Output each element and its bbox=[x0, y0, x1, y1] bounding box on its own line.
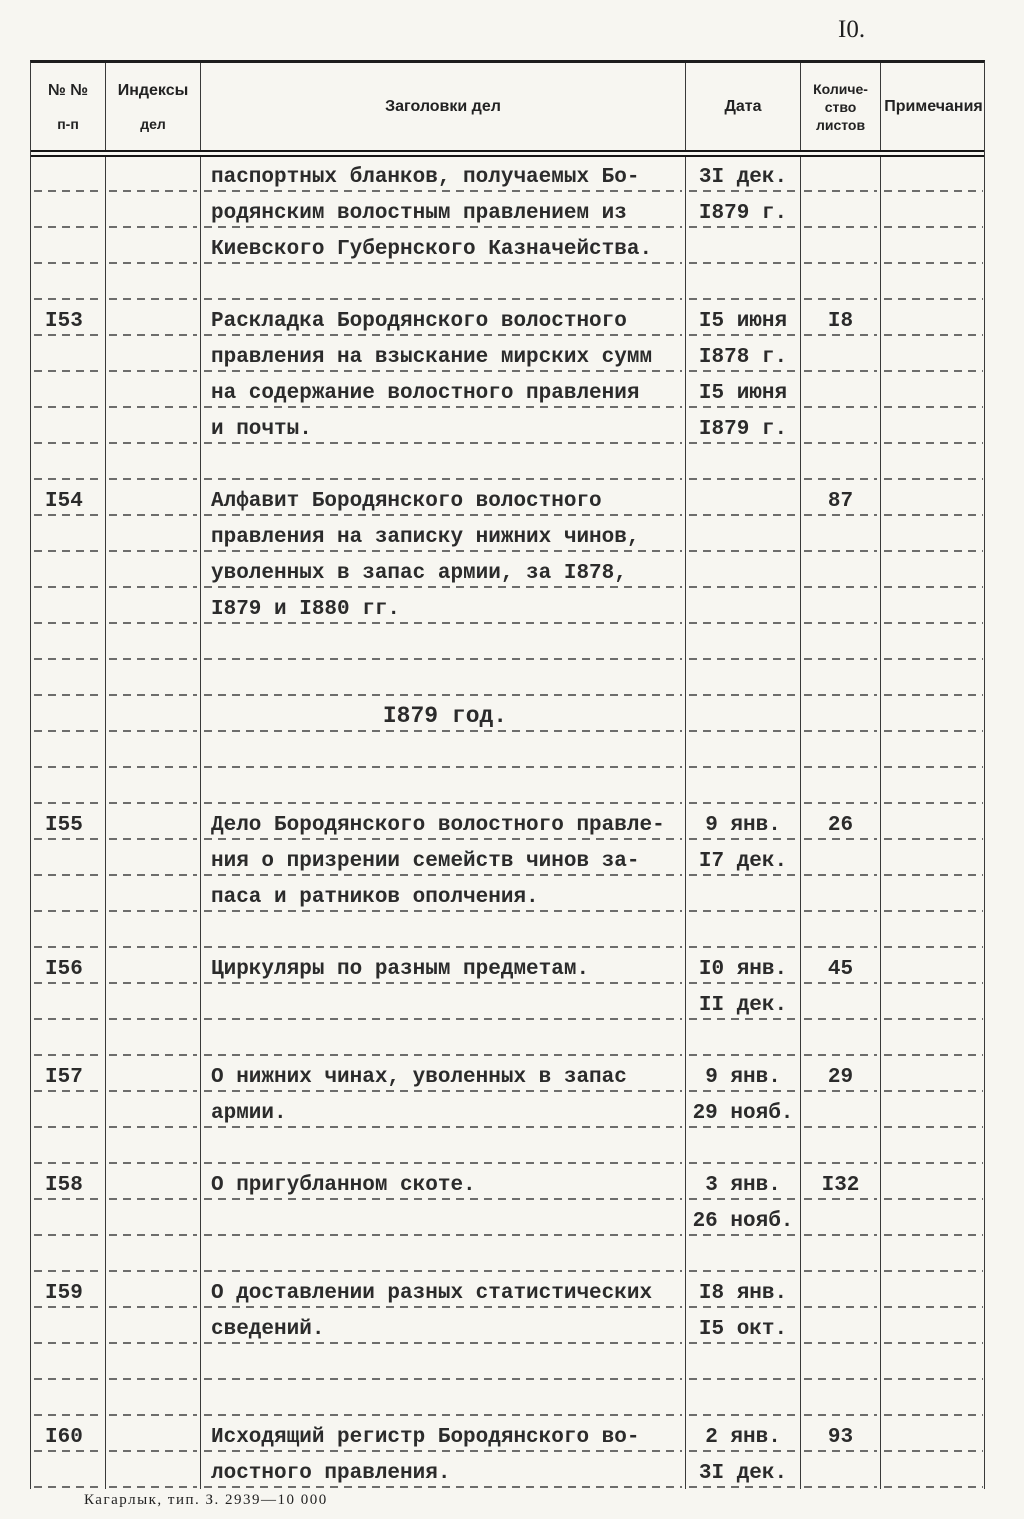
cell-note bbox=[881, 265, 986, 301]
cell-title bbox=[201, 769, 686, 805]
cell-note bbox=[881, 157, 986, 193]
cell-note bbox=[881, 769, 986, 805]
cell-title: Дело Бородянского волостного правле- bbox=[201, 805, 686, 841]
cell-sheets bbox=[801, 1453, 881, 1489]
cell-num bbox=[31, 1237, 106, 1273]
table-row bbox=[31, 157, 984, 193]
cell-title: Киевского Губернского Казначейства. bbox=[201, 229, 686, 265]
cell-note bbox=[881, 1021, 986, 1057]
cell-title: правления на записку нижних чинов, bbox=[201, 517, 686, 553]
cell-index bbox=[106, 1381, 201, 1417]
header-notes bbox=[881, 63, 986, 150]
cell-title: I879 год. bbox=[201, 697, 686, 733]
cell-num: I55 bbox=[31, 805, 106, 841]
cell-num bbox=[31, 553, 106, 589]
cell-sheets bbox=[801, 157, 881, 193]
header-index-line2: дел bbox=[140, 115, 166, 132]
cell-title: О пригубланном скоте. bbox=[201, 1165, 686, 1201]
cell-index bbox=[106, 697, 201, 733]
cell-index bbox=[106, 445, 201, 481]
cell-sheets bbox=[801, 229, 881, 265]
cell-sheets bbox=[801, 1309, 881, 1345]
header-sheets bbox=[801, 63, 881, 150]
table-header bbox=[31, 63, 984, 157]
cell-index bbox=[106, 1057, 201, 1093]
table-row bbox=[31, 913, 984, 949]
cell-title: Исходящий регистр Бородянского во- bbox=[201, 1417, 686, 1453]
cell-sheets bbox=[801, 1129, 881, 1165]
cell-num bbox=[31, 661, 106, 697]
cell-date bbox=[686, 553, 801, 589]
table-row bbox=[31, 1057, 984, 1093]
cell-sheets: 29 bbox=[801, 1057, 881, 1093]
cell-num bbox=[31, 229, 106, 265]
cell-date: I5 июня bbox=[686, 301, 801, 337]
cell-date bbox=[686, 589, 801, 625]
table-row bbox=[31, 301, 984, 337]
cell-date bbox=[686, 661, 801, 697]
cell-note bbox=[881, 1057, 986, 1093]
cell-note bbox=[881, 913, 986, 949]
table-row bbox=[31, 1093, 984, 1129]
table-row bbox=[31, 517, 984, 553]
cell-note bbox=[881, 625, 986, 661]
table-row bbox=[31, 1201, 984, 1237]
header-index bbox=[106, 63, 201, 150]
cell-index bbox=[106, 1165, 201, 1201]
table-row bbox=[31, 337, 984, 373]
cell-note bbox=[881, 697, 986, 733]
cell-title bbox=[201, 1201, 686, 1237]
cell-index bbox=[106, 553, 201, 589]
cell-date bbox=[686, 229, 801, 265]
cell-index bbox=[106, 229, 201, 265]
header-num-line1: № № bbox=[47, 81, 89, 99]
cell-num bbox=[31, 409, 106, 445]
cell-title bbox=[201, 985, 686, 1021]
cell-sheets bbox=[801, 337, 881, 373]
cell-note bbox=[881, 1345, 986, 1381]
cell-date: 29 нояб. bbox=[686, 1093, 801, 1129]
cell-sheets bbox=[801, 553, 881, 589]
cell-date bbox=[686, 877, 801, 913]
table-body bbox=[31, 157, 984, 1489]
cell-num bbox=[31, 733, 106, 769]
header-index-line1: Индексы bbox=[117, 81, 189, 99]
table-row bbox=[31, 1273, 984, 1309]
cell-date: II дек. bbox=[686, 985, 801, 1021]
cell-title: и почты. bbox=[201, 409, 686, 445]
cell-num bbox=[31, 1345, 106, 1381]
cell-num bbox=[31, 985, 106, 1021]
cell-sheets bbox=[801, 769, 881, 805]
header-sheets-line2: ство bbox=[824, 98, 857, 115]
table-row bbox=[31, 1237, 984, 1273]
cell-title bbox=[201, 1021, 686, 1057]
table-row bbox=[31, 841, 984, 877]
cell-date bbox=[686, 733, 801, 769]
cell-title: ния о призрении семейств чинов за- bbox=[201, 841, 686, 877]
cell-title: Циркуляры по разным предметам. bbox=[201, 949, 686, 985]
cell-index bbox=[106, 949, 201, 985]
table-row bbox=[31, 625, 984, 661]
cell-sheets bbox=[801, 1345, 881, 1381]
table-row bbox=[31, 733, 984, 769]
cell-num bbox=[31, 1021, 106, 1057]
cell-title: лостного правления. bbox=[201, 1453, 686, 1489]
cell-index bbox=[106, 481, 201, 517]
header-title-label: Заголовки дел bbox=[385, 97, 501, 115]
table-row bbox=[31, 1453, 984, 1489]
table-row bbox=[31, 589, 984, 625]
cell-num bbox=[31, 877, 106, 913]
table-row bbox=[31, 229, 984, 265]
cell-title bbox=[201, 445, 686, 481]
cell-sheets bbox=[801, 1237, 881, 1273]
cell-title bbox=[201, 625, 686, 661]
cell-num bbox=[31, 841, 106, 877]
cell-num bbox=[31, 337, 106, 373]
cell-index bbox=[106, 1201, 201, 1237]
cell-num bbox=[31, 1381, 106, 1417]
cell-index bbox=[106, 589, 201, 625]
cell-date: I5 июня bbox=[686, 373, 801, 409]
cell-date: I7 дек. bbox=[686, 841, 801, 877]
cell-date bbox=[686, 1129, 801, 1165]
cell-index bbox=[106, 733, 201, 769]
cell-index bbox=[106, 661, 201, 697]
cell-title bbox=[201, 1381, 686, 1417]
table-row bbox=[31, 1309, 984, 1345]
cell-sheets bbox=[801, 517, 881, 553]
cell-sheets bbox=[801, 1093, 881, 1129]
cell-date bbox=[686, 1345, 801, 1381]
cell-sheets bbox=[801, 985, 881, 1021]
cell-index bbox=[106, 337, 201, 373]
cell-sheets bbox=[801, 373, 881, 409]
cell-index bbox=[106, 1417, 201, 1453]
table-row bbox=[31, 409, 984, 445]
cell-date bbox=[686, 1237, 801, 1273]
cell-sheets: 93 bbox=[801, 1417, 881, 1453]
cell-num: I54 bbox=[31, 481, 106, 517]
header-sheets-line1: Количе- bbox=[813, 80, 868, 97]
cell-index bbox=[106, 877, 201, 913]
cell-num bbox=[31, 769, 106, 805]
cell-note bbox=[881, 589, 986, 625]
cell-sheets bbox=[801, 445, 881, 481]
cell-num: I53 bbox=[31, 301, 106, 337]
cell-note bbox=[881, 841, 986, 877]
cell-date: 26 нояб. bbox=[686, 1201, 801, 1237]
cell-date: 3 янв. bbox=[686, 1165, 801, 1201]
cell-date bbox=[686, 481, 801, 517]
cell-num bbox=[31, 517, 106, 553]
table-row bbox=[31, 193, 984, 229]
cell-date: 9 янв. bbox=[686, 1057, 801, 1093]
cell-note bbox=[881, 1453, 986, 1489]
header-date bbox=[686, 63, 801, 150]
cell-date: I879 г. bbox=[686, 193, 801, 229]
cell-sheets bbox=[801, 1381, 881, 1417]
cell-date: 9 янв. bbox=[686, 805, 801, 841]
cell-sheets bbox=[801, 1201, 881, 1237]
cell-note bbox=[881, 337, 986, 373]
cell-note bbox=[881, 1309, 986, 1345]
cell-num: I59 bbox=[31, 1273, 106, 1309]
cell-index bbox=[106, 1273, 201, 1309]
cell-date bbox=[686, 913, 801, 949]
cell-title bbox=[201, 265, 686, 301]
cell-title: на содержание волостного правления bbox=[201, 373, 686, 409]
cell-index bbox=[106, 193, 201, 229]
cell-title: сведений. bbox=[201, 1309, 686, 1345]
cell-title: О доставлении разных статистических bbox=[201, 1273, 686, 1309]
cell-note bbox=[881, 1273, 986, 1309]
cell-sheets bbox=[801, 1273, 881, 1309]
cell-title: Алфавит Бородянского волостного bbox=[201, 481, 686, 517]
table-row bbox=[31, 553, 984, 589]
cell-date bbox=[686, 445, 801, 481]
cell-title bbox=[201, 1345, 686, 1381]
cell-note bbox=[881, 1093, 986, 1129]
header-sheets-line3: листов bbox=[815, 116, 866, 133]
cell-note bbox=[881, 661, 986, 697]
cell-sheets bbox=[801, 625, 881, 661]
cell-note bbox=[881, 373, 986, 409]
cell-title: правления на взыскание мирских сумм bbox=[201, 337, 686, 373]
table-row bbox=[31, 265, 984, 301]
cell-date: I8 янв. bbox=[686, 1273, 801, 1309]
cell-num: I56 bbox=[31, 949, 106, 985]
cell-index bbox=[106, 625, 201, 661]
cell-num: I57 bbox=[31, 1057, 106, 1093]
cell-date bbox=[686, 265, 801, 301]
cell-index bbox=[106, 1093, 201, 1129]
header-num bbox=[31, 63, 106, 150]
cell-title: уволенных в запас армии, за I878, bbox=[201, 553, 686, 589]
cell-index bbox=[106, 769, 201, 805]
table-row bbox=[31, 1417, 984, 1453]
cell-index bbox=[106, 1309, 201, 1345]
cell-note bbox=[881, 1129, 986, 1165]
table-row bbox=[31, 985, 984, 1021]
cell-sheets bbox=[801, 913, 881, 949]
table-row bbox=[31, 877, 984, 913]
table-row bbox=[31, 1021, 984, 1057]
cell-sheets: I32 bbox=[801, 1165, 881, 1201]
cell-note bbox=[881, 301, 986, 337]
cell-title: родянским волостным правлением из bbox=[201, 193, 686, 229]
header-num-line2: п-п bbox=[57, 115, 79, 132]
cell-sheets bbox=[801, 661, 881, 697]
cell-date bbox=[686, 1381, 801, 1417]
cell-note bbox=[881, 805, 986, 841]
cell-note bbox=[881, 1237, 986, 1273]
cell-date: I879 г. bbox=[686, 409, 801, 445]
cell-sheets bbox=[801, 589, 881, 625]
table-row bbox=[31, 805, 984, 841]
cell-index bbox=[106, 1021, 201, 1057]
cell-note bbox=[881, 1381, 986, 1417]
cell-num bbox=[31, 697, 106, 733]
cell-date: I5 окт. bbox=[686, 1309, 801, 1345]
page-number: I0. bbox=[838, 16, 866, 43]
cell-date bbox=[686, 697, 801, 733]
cell-title: I879 и I880 гг. bbox=[201, 589, 686, 625]
header-date-label: Дата bbox=[724, 97, 762, 115]
table-row bbox=[31, 769, 984, 805]
cell-sheets bbox=[801, 841, 881, 877]
cell-num bbox=[31, 193, 106, 229]
cell-num bbox=[31, 1309, 106, 1345]
cell-num bbox=[31, 1093, 106, 1129]
cell-note bbox=[881, 985, 986, 1021]
cell-sheets: I8 bbox=[801, 301, 881, 337]
table-row bbox=[31, 445, 984, 481]
cell-num bbox=[31, 1129, 106, 1165]
table-row bbox=[31, 697, 984, 733]
cell-index bbox=[106, 265, 201, 301]
cell-note bbox=[881, 445, 986, 481]
cell-date bbox=[686, 769, 801, 805]
cell-note bbox=[881, 229, 986, 265]
cell-note bbox=[881, 517, 986, 553]
cell-index bbox=[106, 1345, 201, 1381]
cell-date: I0 янв. bbox=[686, 949, 801, 985]
cell-num bbox=[31, 157, 106, 193]
cell-index bbox=[106, 373, 201, 409]
cell-index bbox=[106, 841, 201, 877]
table-row bbox=[31, 661, 984, 697]
cell-note bbox=[881, 481, 986, 517]
cell-date: 3I дек. bbox=[686, 1453, 801, 1489]
table-row bbox=[31, 1129, 984, 1165]
cell-sheets bbox=[801, 193, 881, 229]
archive-inventory-table bbox=[30, 60, 985, 1489]
table-row bbox=[31, 1165, 984, 1201]
cell-sheets: 87 bbox=[801, 481, 881, 517]
cell-date: 2 янв. bbox=[686, 1417, 801, 1453]
table-row bbox=[31, 1345, 984, 1381]
cell-title bbox=[201, 913, 686, 949]
cell-num bbox=[31, 1453, 106, 1489]
cell-title bbox=[201, 733, 686, 769]
cell-note bbox=[881, 877, 986, 913]
cell-title: О нижних чинах, уволенных в запас bbox=[201, 1057, 686, 1093]
cell-title bbox=[201, 1129, 686, 1165]
printer-imprint: Кагарлык, тип. З. 2939—10 000 bbox=[84, 1492, 328, 1508]
cell-sheets: 26 bbox=[801, 805, 881, 841]
cell-sheets bbox=[801, 877, 881, 913]
cell-index bbox=[106, 157, 201, 193]
cell-note bbox=[881, 1417, 986, 1453]
cell-date: I878 г. bbox=[686, 337, 801, 373]
cell-num: I58 bbox=[31, 1165, 106, 1201]
cell-sheets bbox=[801, 409, 881, 445]
cell-note bbox=[881, 949, 986, 985]
cell-index bbox=[106, 301, 201, 337]
cell-num bbox=[31, 913, 106, 949]
cell-date bbox=[686, 1021, 801, 1057]
cell-note bbox=[881, 733, 986, 769]
cell-title: армии. bbox=[201, 1093, 686, 1129]
cell-sheets bbox=[801, 733, 881, 769]
cell-note bbox=[881, 1201, 986, 1237]
cell-index bbox=[106, 1453, 201, 1489]
cell-num bbox=[31, 445, 106, 481]
cell-index bbox=[106, 409, 201, 445]
cell-note bbox=[881, 1165, 986, 1201]
cell-note bbox=[881, 553, 986, 589]
cell-date bbox=[686, 625, 801, 661]
cell-title bbox=[201, 661, 686, 697]
cell-title bbox=[201, 1237, 686, 1273]
cell-index bbox=[106, 913, 201, 949]
cell-sheets bbox=[801, 265, 881, 301]
cell-date bbox=[686, 517, 801, 553]
cell-sheets: 45 bbox=[801, 949, 881, 985]
cell-sheets bbox=[801, 697, 881, 733]
cell-index bbox=[106, 985, 201, 1021]
cell-num bbox=[31, 1201, 106, 1237]
cell-title: паспортных бланков, получаемых Бо- bbox=[201, 157, 686, 193]
cell-date: 3I дек. bbox=[686, 157, 801, 193]
header-title bbox=[201, 63, 686, 150]
cell-num bbox=[31, 265, 106, 301]
cell-index bbox=[106, 1237, 201, 1273]
cell-num bbox=[31, 625, 106, 661]
cell-title: Раскладка Бородянского волостного bbox=[201, 301, 686, 337]
cell-title: паса и ратников ополчения. bbox=[201, 877, 686, 913]
cell-index bbox=[106, 1129, 201, 1165]
table-row bbox=[31, 373, 984, 409]
cell-note bbox=[881, 193, 986, 229]
cell-index bbox=[106, 517, 201, 553]
cell-num: I60 bbox=[31, 1417, 106, 1453]
cell-note bbox=[881, 409, 986, 445]
table-row bbox=[31, 481, 984, 517]
cell-sheets bbox=[801, 1021, 881, 1057]
table-row bbox=[31, 949, 984, 985]
cell-index bbox=[106, 805, 201, 841]
table-row bbox=[31, 1381, 984, 1417]
cell-num bbox=[31, 373, 106, 409]
cell-num bbox=[31, 589, 106, 625]
header-notes-label: Примечания bbox=[884, 97, 983, 115]
